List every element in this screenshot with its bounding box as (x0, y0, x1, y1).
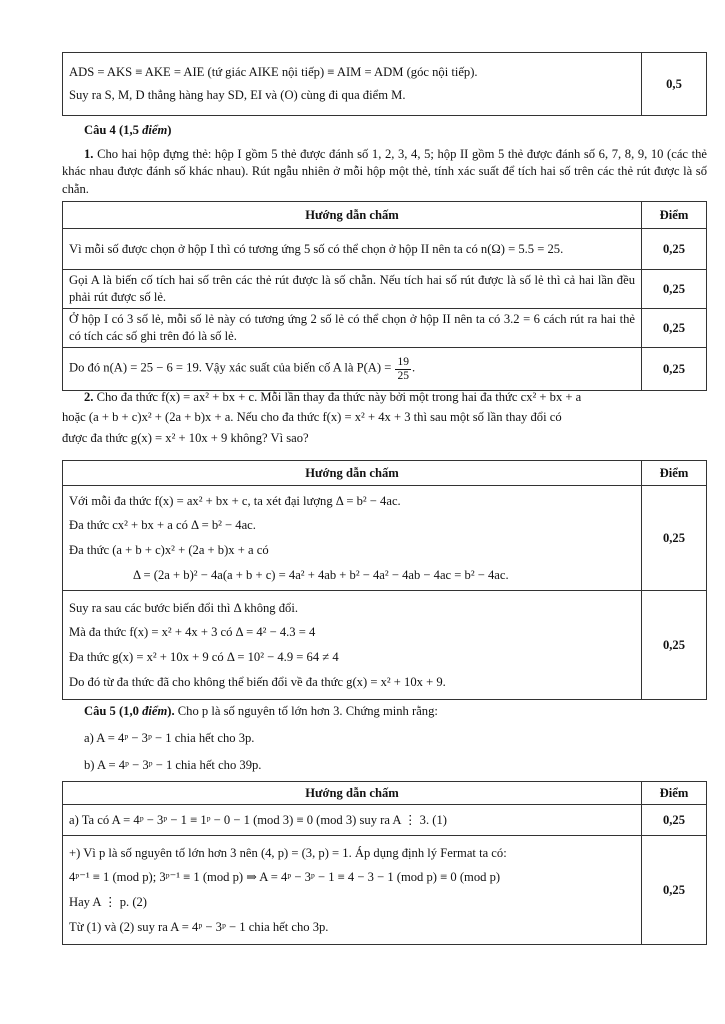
q5-table-header-score: Điểm (642, 782, 707, 805)
q4-table1-header-score: Điểm (642, 202, 707, 229)
q5-table-row-b-line-1: +) Vì p là số nguyên tố lớn hơn 3 nên (4, p) = (3, p) = 1. Áp dụng định lý Fermat ta có: (69, 845, 507, 860)
q4-heading-points: điểm (142, 123, 168, 137)
q4-heading-label: Câu 4 (1,5 (84, 123, 143, 137)
q4-part2-line-1-text: Cho đa thức f(x) = ax² + bx + c. Mỗi lần thay đa thức này bởi một trong hai đa thức cx² + bx + a (96, 390, 582, 404)
q4-table1-row-4-score: 0,25 (642, 348, 707, 391)
q4-table2-header-score: Điểm (642, 461, 707, 486)
q4-table1-row-4-text: Do đó n(A) = 25 − 6 = 19. Vậy xác suất của biến cố A là P(A) = (69, 360, 392, 375)
q4-part2-number: 2. (84, 390, 94, 404)
q5-table-row-b-line-2: 4ᵖ⁻¹ ≡ 1 (mod p); 3ᵖ⁻¹ ≡ 1 (mod p) ⇒ A = 4ᵖ − 3ᵖ − 1 ≡ 4 − 3 − 1 (mod p) ≡ 0 (mod p) (69, 870, 501, 885)
q4-part1-number: 1. (84, 147, 94, 161)
q4-table2-block-2-line-1: Suy ra sau các bước biến đổi thì Δ không đổi. (69, 600, 298, 615)
q4-table1-row-1-score: 0,25 (642, 229, 707, 270)
q4-part1-text (62, 146, 707, 198)
q4-table2-block-2-line-2: Mà đa thức f(x) = x² + 4x + 3 có Δ = 4² − 4.3 = 4 (69, 625, 316, 640)
q4-part2-text (62, 389, 707, 447)
prev-answer-line-2: Suy ra S, M, D thẳng hàng hay SD, EI và (O) cùng đi qua điểm M. (69, 88, 406, 102)
q5-heading-text: Cho p là số nguyên tố lớn hơn 3. Chứng minh rằng: (177, 704, 438, 718)
q5-table-header-guide: Hướng dẫn chấm (63, 782, 642, 805)
q4-table2-block-2-line-3: Đa thức g(x) = x² + 10x + 9 có Δ = 10² − 4.9 = 64 ≠ 4 (69, 650, 339, 664)
q5-table-row-b (63, 836, 642, 945)
q4-table2-block-1-line-2: Đa thức cx² + bx + a có Δ = b² − 4ac. (69, 518, 256, 533)
q5-table-row-b-line-4: Từ (1) và (2) suy ra A = 4ᵖ − 3ᵖ − 1 chia hết cho 3p. (69, 919, 329, 934)
q5-heading-points: điểm (142, 704, 168, 718)
q4-part2-line-2: hoặc (a + b + c)x² + (2a + b)x + a. Nếu cho đa thức f(x) = x² + 4x + 3 thì sau một số lần thay đổi có (62, 410, 562, 425)
q4-heading-close: ) (167, 123, 172, 137)
prev-answer-line-1: ADS = AKS ≡ AKE = AIE (tứ giác AIKE nội tiếp) ≡ AIM = ADM (góc nội tiếp). (69, 65, 478, 79)
q4-part1-body: Cho hai hộp đựng thẻ: hộp I gồm 5 thẻ được đánh số 1, 2, 3, 4, 5; hộp II gồm 5 thẻ được đánh số 6, 7, 8, 9, 10 (các thẻ khác nhau được đánh số khác nhau). Rút ngẫu nhiên ở mỗi hộp một thẻ, tính xác suất để tích hai số trên các thẻ rút được là số chẵn. (62, 147, 707, 196)
q4-table1-row-2: Gọi A là biến cố tích hai số trên các thẻ rút được là số chẵn. Nếu tích hai số rút được là số lẻ thì cả hai lần đều phải rút được số lẻ. (63, 270, 642, 309)
q5-heading-close: ). (167, 704, 175, 718)
q4-table1-row-3: Ở hộp I có 3 số lẻ, mỗi số lẻ này có tương ứng 2 số lẻ có thể chọn ở hộp II nên ta có 3.2 = 6 cách rút ra hai thẻ có tích các số ghi trên đó là số lẻ. (63, 309, 642, 348)
q5-item-b: b) A = 4ᵖ − 3ᵖ − 1 chia hết cho 39p. (84, 758, 262, 772)
fraction-denominator: 25 (397, 369, 409, 382)
q4-part2-table (62, 460, 707, 700)
q5-table-row-a-score: 0,25 (642, 805, 707, 836)
q4-part2-line-1 (62, 389, 707, 406)
prev-answer-score: 0,5 (642, 53, 707, 116)
q4-table2-block-1-line-1: Với mỗi đa thức f(x) = ax² + bx + c, ta xét đại lượng Δ = b² − 4ac. (69, 493, 401, 508)
q4-heading (62, 122, 725, 139)
q5-heading-label: Câu 5 (1,0 (84, 704, 143, 718)
q4-table2-block-2-score: 0,25 (642, 591, 707, 700)
probability-fraction (395, 356, 411, 381)
q4-table1-row-2-score: 0,25 (642, 270, 707, 309)
q4-table2-block-1-line-4: Δ = (2a + b)² − 4a(a + b + c) = 4a² + 4ab + b² − 4a² − 4ab − 4ac = b² − 4ac. (133, 567, 509, 582)
q5-table (62, 781, 707, 945)
q4-table1-row-4-end: . (411, 360, 416, 375)
q4-table2-block-2 (63, 591, 642, 700)
q5-item-a: a) A = 4ᵖ − 3ᵖ − 1 chia hết cho 3p. (84, 731, 255, 745)
q4-part2-line-3: được đa thức g(x) = x² + 10x + 9 không? Vì sao? (62, 430, 309, 445)
q4-table2-block-1-line-3: Đa thức (a + b + c)x² + (2a + b)x + a có (69, 543, 269, 557)
q4-table1-row-4 (63, 348, 642, 391)
q5-table-row-a: a) Ta có A = 4ᵖ − 3ᵖ − 1 ≡ 1ᵖ − 0 − 1 (mod 3) ≡ 0 (mod 3) suy ra A ⋮ 3. (1) (63, 805, 642, 836)
fraction-numerator: 19 (397, 356, 409, 369)
prev-answer-table (62, 52, 707, 116)
q5-table-row-b-line-3: Hay A ⋮ p. (2) (69, 895, 148, 909)
q4-table1-row-3-score: 0,25 (642, 309, 707, 348)
q4-table2-block-2-line-4: Do đó từ đa thức đã cho không thể biến đổi về đa thức g(x) = x² + 10x + 9. (69, 674, 446, 689)
q4-table2-header-guide: Hướng dẫn chấm (63, 461, 642, 486)
prev-answer-cell (63, 53, 642, 116)
q5-heading (62, 703, 725, 720)
q4-table1-row-1: Vì mỗi số được chọn ở hộp I thì có tương ứng 5 số có thể chọn ở hộp II nên ta có n(Ω) = 5.5 = 25. (63, 229, 642, 270)
q4-table1-header-guide: Hướng dẫn chấm (63, 202, 642, 229)
q4-table2-block-1-score: 0,25 (642, 486, 707, 591)
q5-table-row-b-score: 0,25 (642, 836, 707, 945)
q4-table2-block-1 (63, 486, 642, 591)
q4-part1-table (62, 201, 707, 391)
